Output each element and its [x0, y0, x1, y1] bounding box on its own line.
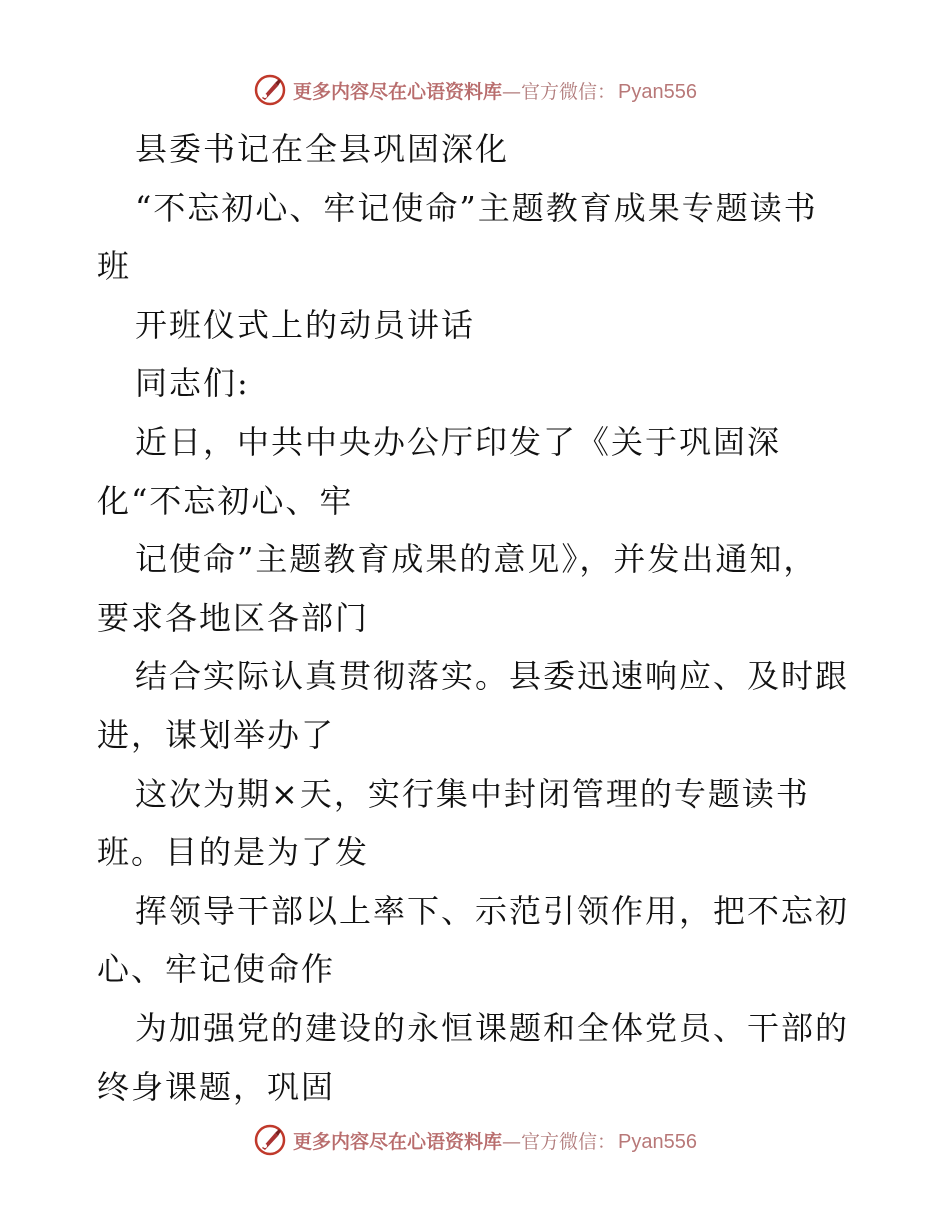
header-banner-text	[293, 77, 697, 104]
doc-paragraph-line: 这次为期×天，实行集中封闭管理的专题读书	[135, 774, 810, 813]
doc-title-line-4: 开班仪式上的动员讲话	[135, 305, 476, 344]
pen-nib-logo-icon	[253, 73, 287, 107]
footer-banner-main: 更多内容尽在心语资料库	[293, 1130, 503, 1153]
doc-salutation: 同志们:	[135, 364, 250, 403]
header-banner-wechat-id: Pyan556	[618, 80, 697, 103]
header-banner-separator: —官方微信：	[502, 80, 617, 103]
pen-nib-logo-icon	[253, 1123, 287, 1157]
document-body	[97, 120, 867, 1116]
doc-paragraph-line: 近日，中共中央办公厅印发了《关于巩固深	[135, 422, 782, 461]
doc-title-line-3: 班	[97, 247, 132, 286]
doc-paragraph-line: 进，谋划举办了	[97, 715, 336, 754]
footer-banner-wechat-id: Pyan556	[618, 1130, 697, 1153]
doc-paragraph-line: 结合实际认真贯彻落实。县委迅速响应、及时跟	[135, 657, 850, 696]
doc-paragraph-line: 挥领导干部以上率下、示范引领作用，把不忘初	[135, 891, 850, 930]
header-banner	[0, 70, 950, 110]
footer-banner	[0, 1120, 950, 1160]
doc-paragraph-line: 要求各地区各部门	[97, 598, 370, 637]
doc-paragraph-line: 为加强党的建设的永恒课题和全体党员、干部的	[135, 1008, 850, 1047]
doc-title-line-2: “不忘初心、牢记使命”主题教育成果专题读书	[135, 188, 818, 227]
doc-paragraph-line: 班。目的是为了发	[97, 833, 370, 872]
footer-banner-text	[293, 1127, 697, 1154]
doc-title-line-1: 县委书记在全县巩固深化	[135, 130, 510, 168]
doc-paragraph-line: 心、牢记使命作	[97, 950, 336, 989]
doc-paragraph-line: 化“不忘初心、牢	[97, 481, 354, 520]
doc-paragraph-line: 记使命”主题教育成果的意见》，并发出通知，	[135, 540, 818, 579]
footer-banner-separator: —官方微信：	[502, 1130, 617, 1153]
doc-paragraph-line: 终身课题，巩固	[97, 1067, 336, 1106]
header-banner-main: 更多内容尽在心语资料库	[293, 80, 503, 103]
